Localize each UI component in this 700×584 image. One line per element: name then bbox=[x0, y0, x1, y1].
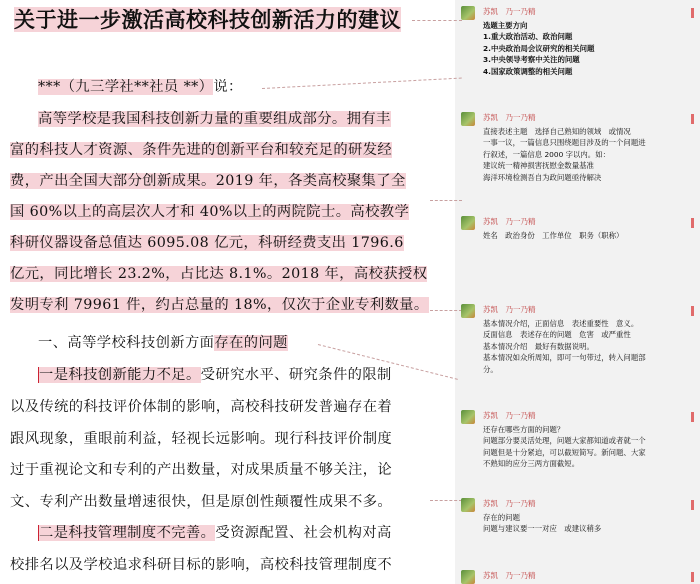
comment-line: 问题但是十分紧迫，可以截短简写。新问题、大家 bbox=[483, 447, 646, 457]
comment-header bbox=[461, 570, 693, 584]
comment-line: 姓名 政治身份 工作单位 职务（职称） bbox=[483, 231, 624, 240]
para1-highlight[interactable]: 国 60%以上的高层次人才和 40%以上的两院院士。高校教学 bbox=[10, 204, 410, 220]
para2-line: 过于重视论文和专利的产出数量，对成果质量不够关注，论 bbox=[10, 462, 393, 478]
comment-line: 4.国家政策调整的相关问题 bbox=[483, 66, 573, 76]
comment-card[interactable] bbox=[461, 216, 693, 241]
para1-highlight[interactable]: 高等学校是我国科技创新力量的重要组成部分。拥有丰 bbox=[38, 111, 391, 127]
avatar bbox=[461, 410, 475, 424]
comment-card[interactable] bbox=[461, 112, 693, 183]
author-said: 说： bbox=[213, 79, 243, 95]
heading-text: 一、高等学校科技创新方面 bbox=[38, 335, 215, 351]
comment-body bbox=[483, 230, 693, 241]
para1-highlight[interactable]: 富的科技人才资源、条件先进的创新平台和较充足的研发经 bbox=[10, 142, 393, 158]
comment-line: 海洋环境检测吾自为政问题亟待解决 bbox=[483, 172, 602, 182]
comment-marker-icon bbox=[691, 218, 694, 228]
comment-header bbox=[461, 304, 693, 318]
comment-card[interactable] bbox=[461, 304, 693, 375]
author-highlight[interactable]: ***（九三学社**社员 **） bbox=[38, 79, 214, 95]
section-heading-1[interactable] bbox=[38, 332, 288, 352]
comment-line: 1.重大政治活动、政治问题 bbox=[483, 32, 573, 42]
document-title[interactable] bbox=[14, 4, 401, 34]
comment-header bbox=[461, 410, 693, 424]
comment-author: 苏凯 乃一乃精 bbox=[483, 217, 536, 226]
title-highlight[interactable]: 关于进一步激活高校科技创新活力的建议 bbox=[14, 7, 401, 32]
comment-marker-icon bbox=[691, 500, 694, 510]
comment-line: 问题部分要灵活处理，问题大家都知道或者就一个 bbox=[483, 436, 646, 446]
comment-line: 基本情况介绍，正面信息 表述重要性 意义。 bbox=[483, 319, 639, 328]
comment-line: 存在的问题 bbox=[483, 513, 520, 522]
comment-body bbox=[483, 126, 693, 183]
comment-connector bbox=[430, 310, 462, 311]
comment-header bbox=[461, 6, 693, 20]
comment-body bbox=[483, 20, 693, 77]
comment-connector bbox=[430, 200, 462, 201]
comment-body bbox=[483, 424, 693, 470]
para1-line[interactable] bbox=[10, 294, 429, 314]
avatar bbox=[461, 6, 475, 20]
para1-line[interactable] bbox=[10, 263, 427, 283]
avatar bbox=[461, 216, 475, 230]
comment-line: 直接表述主题 选择自己熟知的领域 或情况 bbox=[483, 127, 631, 136]
heading-highlight[interactable]: 存在的问题 bbox=[214, 335, 288, 351]
para1-line[interactable] bbox=[10, 232, 404, 252]
para1-highlight[interactable]: 发明专利 79961 件，约占总量的 18%，仅次于企业专利数量。 bbox=[10, 297, 429, 313]
comment-connector bbox=[430, 500, 462, 501]
comment-card[interactable] bbox=[461, 570, 693, 584]
para1-highlight[interactable]: 费，产出全国大部分创新成果。2019 年，各类高校聚集了全 bbox=[10, 173, 406, 189]
comment-marker-icon bbox=[691, 306, 694, 316]
comment-author: 苏凯 乃一乃精 bbox=[483, 499, 536, 508]
avatar bbox=[461, 570, 475, 584]
comment-line: 建议统一精神损害抚慰金数量基准 bbox=[483, 161, 594, 171]
comment-marker-icon bbox=[691, 572, 694, 582]
para1-highlight[interactable]: 科研仪器设备总值达 6095.08 亿元，科研经费支出 1796.6 bbox=[10, 235, 404, 251]
comment-line: 问题与建议要一一对应 或建议稍多 bbox=[483, 524, 602, 534]
para3-lead-highlight[interactable]: 二是科技管理制度不完善。 bbox=[39, 525, 216, 541]
comment-line: 还存在哪些方面的问题？ bbox=[483, 425, 565, 434]
para1-line[interactable] bbox=[10, 170, 406, 190]
para3-line: 校排名以及学校追求科研目标的影响，高校科技管理制度不 bbox=[10, 557, 393, 573]
comment-line: 不熟知的应分三两方面截短。 bbox=[483, 459, 580, 469]
avatar bbox=[461, 498, 475, 512]
para1-highlight[interactable]: 亿元，同比增长 23.2%，占比达 8.1%。2018 年，高校获授权 bbox=[10, 266, 428, 282]
comment-author: 苏凯 乃一乃精 bbox=[483, 305, 536, 314]
comment-card[interactable] bbox=[461, 410, 693, 470]
comment-marker-icon bbox=[691, 114, 694, 124]
comment-line: 2.中央政治局会议研究的相关问题 bbox=[483, 43, 595, 53]
comment-line: 分。 bbox=[483, 364, 498, 374]
comment-body bbox=[483, 318, 693, 375]
comment-marker-icon bbox=[691, 8, 694, 18]
para2-lead-highlight[interactable]: 一是科技创新能力不足。 bbox=[39, 367, 201, 383]
comment-author: 苏凯 乃一乃精 bbox=[483, 113, 536, 122]
avatar bbox=[461, 304, 475, 318]
comment-header bbox=[461, 216, 693, 230]
comment-margin bbox=[455, 0, 700, 584]
para2-line: 以及传统的科技评价体制的影响，高校科技研发普遍存在着 bbox=[10, 399, 393, 415]
para1-line[interactable] bbox=[38, 108, 391, 128]
author-line[interactable] bbox=[38, 76, 243, 96]
avatar bbox=[461, 112, 475, 126]
comment-line: 行叙述，一篇信息 2000 字以内。如： bbox=[483, 149, 610, 159]
comment-line: 一事一议，一篇信息只围绕题目涉及的一个问题进 bbox=[483, 138, 646, 148]
para3-first-rest: 受资源配置、社会机构对高 bbox=[215, 525, 392, 541]
comment-marker-icon bbox=[691, 412, 694, 422]
comment-header bbox=[461, 112, 693, 126]
comment-line: 基本情况如众所周知，即可一句带过，转入问题部 bbox=[483, 353, 646, 363]
comment-connector bbox=[412, 20, 462, 21]
comment-line: 反面信息 表述存在的问题 危害 或严重性 bbox=[483, 330, 631, 340]
comment-author: 苏凯 乃一乃精 bbox=[483, 411, 536, 420]
comment-author: 苏凯 乃一乃精 bbox=[483, 7, 536, 16]
comment-line: 基本情况介绍 最好有数据说明。 bbox=[483, 341, 594, 351]
comment-author: 苏凯 乃一乃精 bbox=[483, 571, 536, 580]
para2-first-rest: 受研究水平、研究条件的限制 bbox=[200, 367, 392, 383]
para2-line: 跟风现象，重眼前利益，轻视长远影响。现行科技评价制度 bbox=[10, 430, 393, 447]
comment-header bbox=[461, 498, 693, 512]
para2-first-line[interactable] bbox=[38, 364, 392, 384]
comment-body bbox=[483, 512, 693, 535]
comment-card[interactable] bbox=[461, 498, 693, 535]
para1-line[interactable] bbox=[10, 139, 392, 159]
para3-first-line[interactable] bbox=[38, 522, 392, 542]
comment-line: 选题主要方向 bbox=[483, 21, 528, 30]
para1-line[interactable] bbox=[10, 201, 409, 221]
comment-card[interactable] bbox=[461, 6, 693, 77]
para2-line: 文、专利产出数量增速很快，但是原创性颠覆性成果不多。 bbox=[10, 493, 393, 510]
comment-line: 3.中央领导考察中关注的问题 bbox=[483, 55, 580, 65]
